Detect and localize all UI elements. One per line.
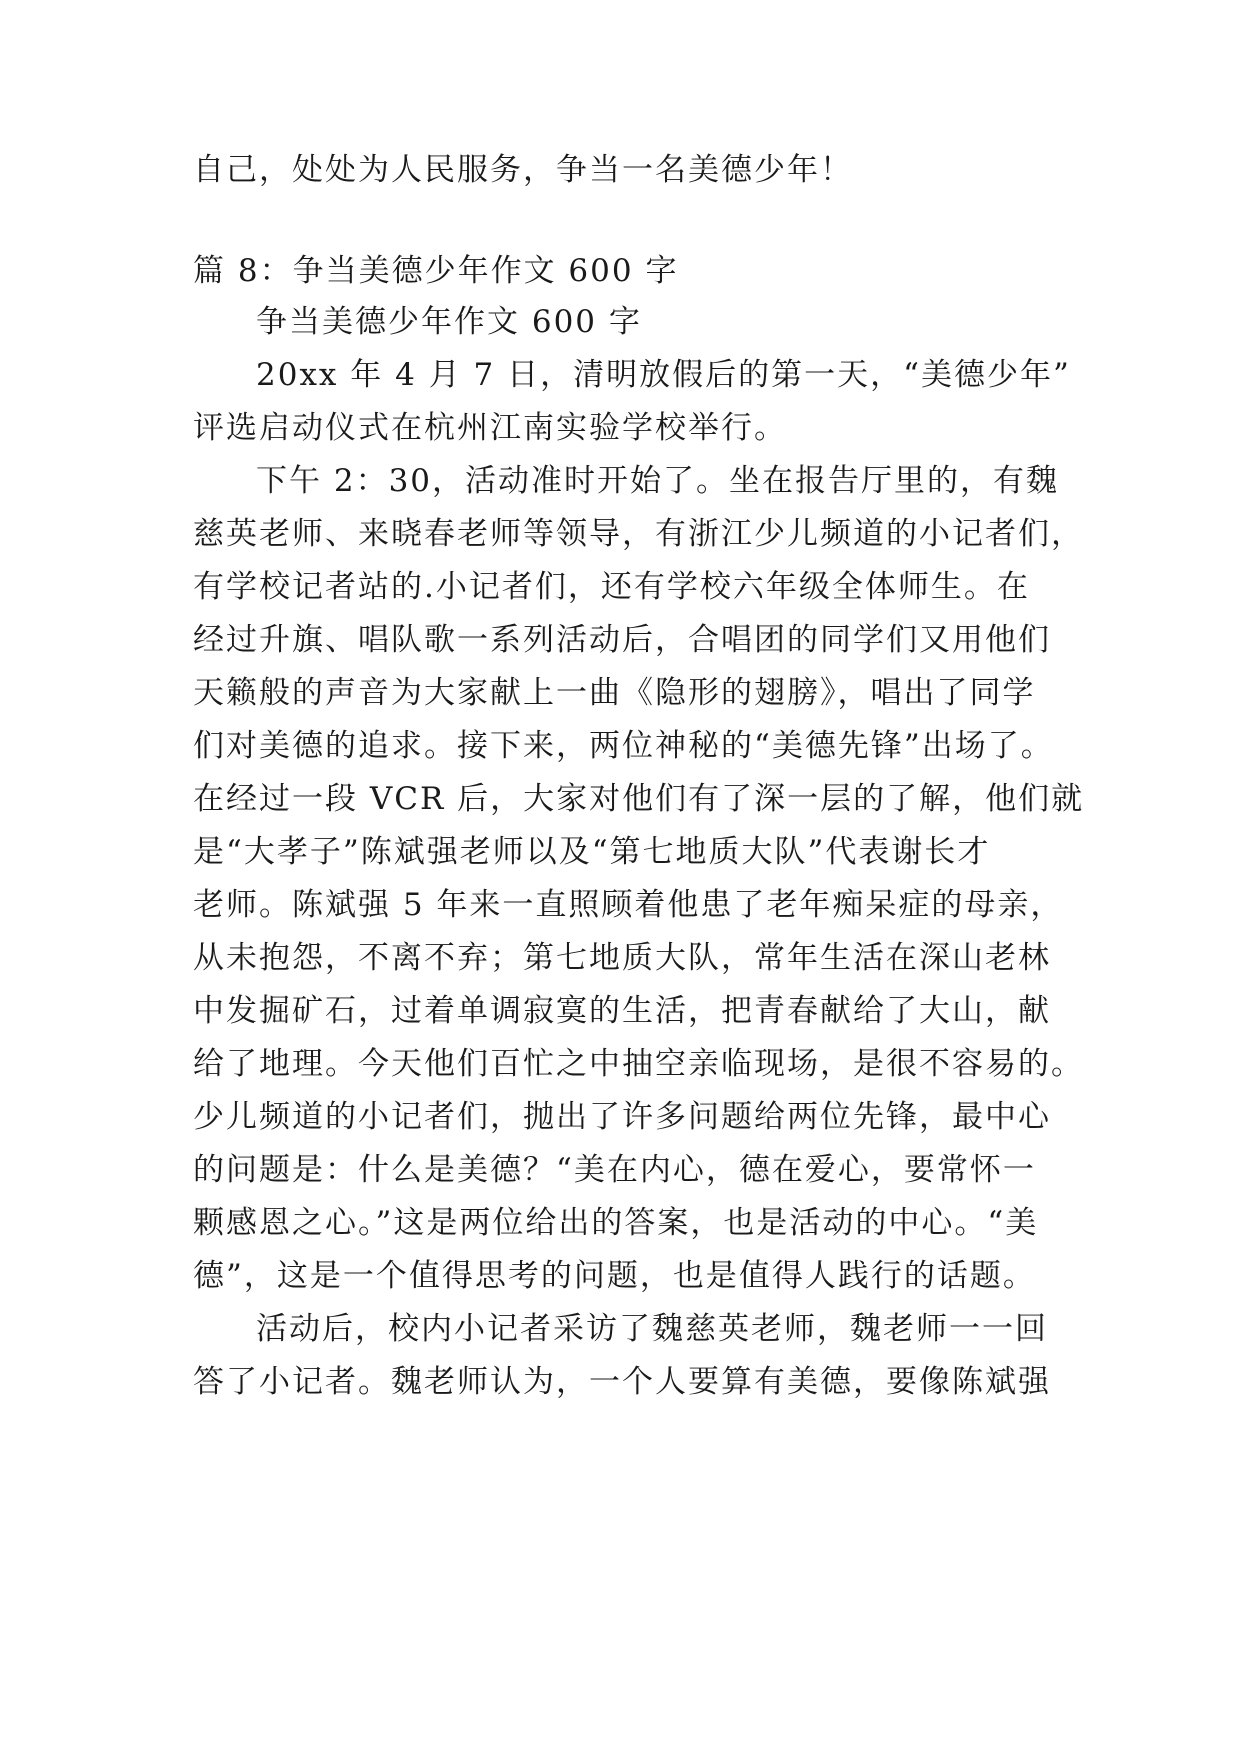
paragraph-2-line: 天籁般的声音为大家献上一曲《隐形的翅膀》，唱出了同学	[193, 675, 1036, 711]
paragraph-2-line: 是“大孝子”陈斌强老师以及“第七地质大队”代表谢长才	[193, 834, 991, 870]
paragraph-2-line: 在经过一段 VCR 后，大家对他们有了深一层的了解，他们就	[193, 781, 1085, 817]
paragraph-2-line: 的问题是：什么是美德？“美在内心，德在爱心，要常怀一	[193, 1152, 1036, 1188]
paragraph-2-line: 经过升旗、唱队歌一系列活动后，合唱团的同学们又用他们	[193, 622, 1051, 658]
paragraph-2-line: 慈英老师、来晓春老师等领导，有浙江少儿频道的小记者们，	[193, 516, 1084, 552]
essay-title: 争当美德少年作文 600 字	[256, 304, 642, 340]
continuation-line: 自己，处处为人民服务，争当一名美德少年！	[193, 152, 853, 188]
section-heading: 篇 8：争当美德少年作文 600 字	[193, 253, 679, 289]
paragraph-2-line: 从未抱怨，不离不弃；第七地质大队，常年生活在深山老林	[193, 940, 1051, 976]
paragraph-2-line: 下午 2：30，活动准时开始了。坐在报告厅里的，有魏	[256, 463, 1060, 499]
paragraph-2-line: 少儿频道的小记者们，抛出了许多问题给两位先锋，最中心	[193, 1099, 1051, 1135]
paragraph-2-line: 颗感恩之心。”这是两位给出的答案，也是活动的中心。“美	[193, 1205, 1039, 1241]
paragraph-2-line: 德”，这是一个值得思考的问题，也是值得人践行的话题。	[193, 1258, 1036, 1294]
paragraph-1-line: 20xx 年 4 月 7 日，清明放假后的第一天，“美德少年”	[256, 357, 1071, 393]
paragraph-1-line: 评选启动仪式在杭州江南实验学校举行。	[193, 410, 787, 446]
paragraph-2-line: 老师。陈斌强 5 年来一直照顾着他患了老年痴呆症的母亲，	[193, 887, 1064, 923]
paragraph-3-line: 答了小记者。魏老师认为，一个人要算有美德，要像陈斌强	[193, 1364, 1051, 1400]
paragraph-2-line: 有学校记者站的.小记者们，还有学校六年级全体师生。在	[193, 569, 1030, 605]
paragraph-2-line: 给了地理。今天他们百忙之中抽空亲临现场，是很不容易的。	[193, 1046, 1084, 1082]
paragraph-3-line: 活动后，校内小记者采访了魏慈英老师，魏老师一一回	[256, 1311, 1048, 1347]
paragraph-2-line: 们对美德的追求。接下来，两位神秘的“美德先锋”出场了。	[193, 728, 1054, 764]
paragraph-2-line: 中发掘矿石，过着单调寂寞的生活，把青春献给了大山，献	[193, 993, 1051, 1029]
